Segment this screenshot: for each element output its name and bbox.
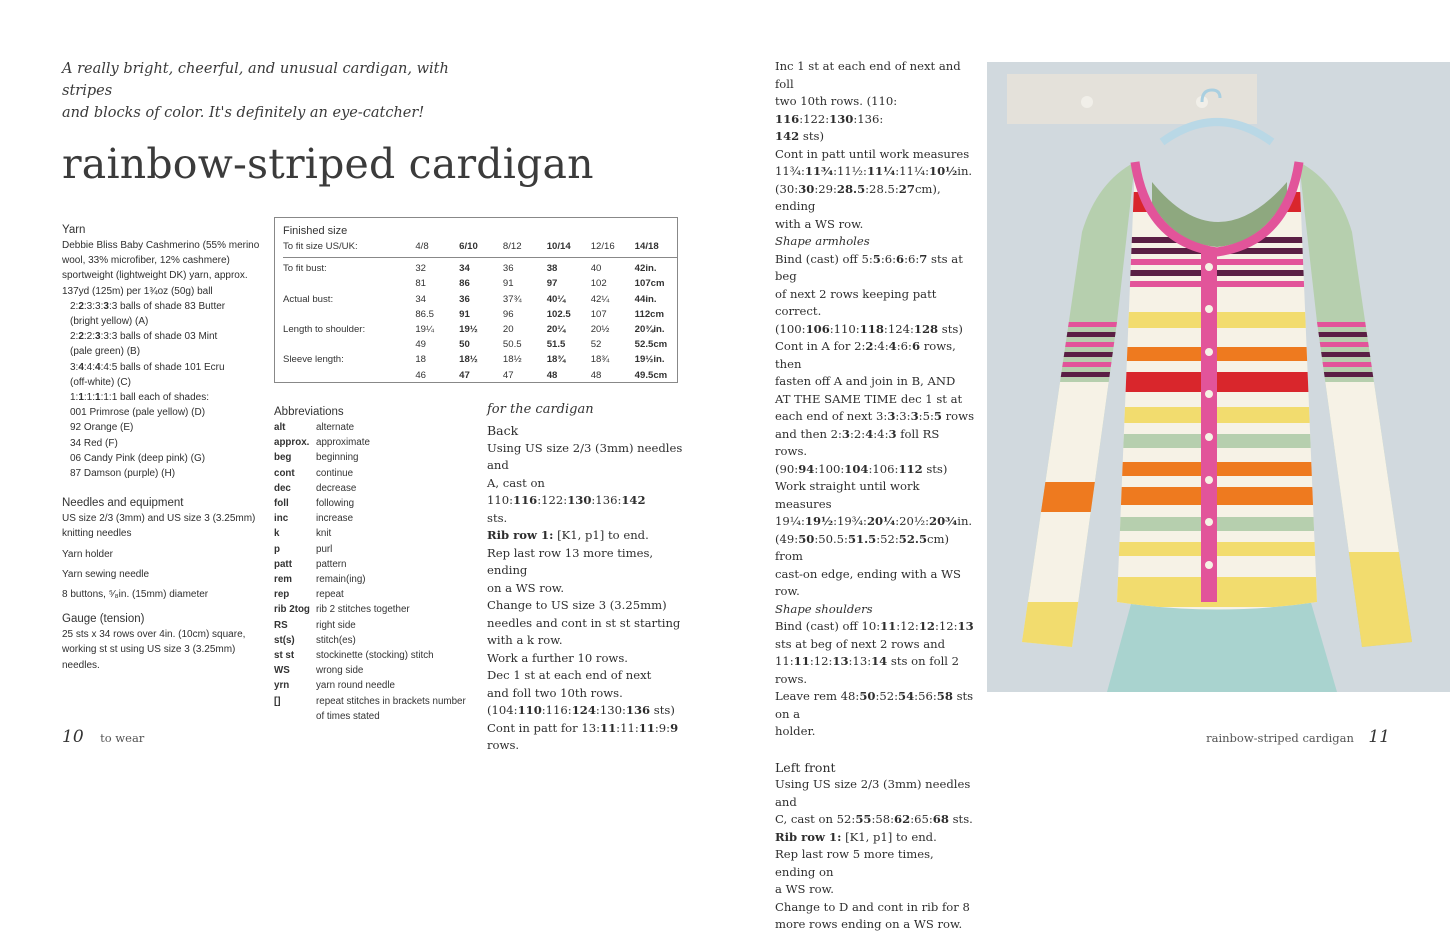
abbreviation-row [274,648,466,663]
yarn-line: 137yd (125m) per 1¾oz (50g) ball [62,285,213,297]
size-cell: 20 [502,324,514,336]
abbreviation-meaning: knit [316,528,332,540]
yarn-shade-line: 001 Primrose (pale yellow) (D) [70,407,206,419]
pattern-back-column [487,400,687,755]
size-cell: 19¼ [415,324,434,336]
size-cell: 19½ [459,324,478,336]
size-cell: 46 [415,369,426,381]
size-cell: 18½ [459,354,478,366]
abbreviation-row [274,587,466,602]
size-cell: 42in. [634,263,657,275]
pattern-line: 11¾:11¾:11½:11¼:11¼:10½in. [775,164,973,178]
pattern-line: fasten off A and join in B, AND [775,374,956,388]
pattern-back-line: (104:110:116:124:130:136 sts) [487,703,675,717]
pattern-line: and then 2:3:2:4:4:3 foll RS rows. [775,426,940,458]
left-front-heading: Left front [775,759,836,775]
size-cell: 81 [415,278,426,290]
left-front-line: Using US size 2/3 (3mm) needles and [775,777,971,809]
size-cell: 51.5 [546,339,566,351]
back-heading: Back [487,423,519,438]
size-cell: 20¾in. [634,324,665,336]
abbreviation-term: dec [274,482,291,494]
intro-line-1: A really bright, cheerful, and unusual cardigan, with stripes [62,61,449,99]
abbreviation-term [274,709,316,724]
abbreviation-term: k [274,528,280,540]
cardigan-photo [987,62,1450,692]
pattern-line: (30:30:29:28.5:28.5:27cm), ending [775,181,941,213]
size-cell: 42¼ [590,293,610,305]
size-cell: 20½ [590,324,610,336]
page-number-right: 11 [1368,727,1390,747]
abbreviation-meaning: remain(ing) [316,574,366,586]
abbreviation-meaning: wrong side [316,665,364,677]
pattern-back-line: with a k row. [487,633,563,647]
size-cell: 40¼ [546,293,566,305]
pattern-line: with a WS row. [775,216,864,231]
pattern-line: each end of next 3:3:3:3:5:5 rows [775,409,975,423]
size-cell: 40 [590,263,602,275]
pattern-line: Shape armholes [775,234,870,248]
pattern-line: Shape shoulders [775,601,873,616]
size-cell: Sleeve length: [283,354,344,366]
abbreviation-meaning: continue [316,467,354,479]
abbreviation-meaning: alternate [316,422,355,433]
size-cell: 107cm [634,278,665,290]
abbreviation-term: WS [274,665,290,677]
size-table-row [283,292,677,307]
yarn-holder-item: Yarn holder [62,548,113,560]
left-front-line: a WS row. [775,882,834,896]
size-cell: 91 [502,278,514,290]
abbreviation-meaning: pattern [316,558,347,570]
pattern-line: 142 sts) [775,129,824,143]
size-header-cell: To fit size US/UK: [283,241,358,252]
size-table-row [283,352,677,367]
size-header-cell: 6/10 [459,241,478,252]
gauge-line-1: 25 sts x 34 rows over 4in. (10cm) square, [62,629,246,641]
size-cell: 49 [415,339,426,351]
abbreviation-row [274,466,466,481]
abbreviation-row [274,481,466,496]
pattern-line: (49:50:50.5:51.5:52:52.5cm) from [775,531,950,563]
sewing-needle-item: Yarn sewing needle [62,568,150,580]
yarn-shade-line: 87 Damson (purple) (H) [70,468,176,480]
pattern-back-line: Dec 1 st at each end of next [487,668,652,682]
abbreviation-row [274,435,466,450]
abbreviation-meaning: beginning [316,452,359,464]
abbreviation-row [274,694,466,709]
materials-column [62,222,262,673]
size-cell: 52 [590,339,602,351]
yarn-line: sportweight (lightweight DK) yarn, approx. [62,270,248,282]
size-header-cell: 12/16 [590,241,615,252]
section-title: for the cardigan [487,402,594,417]
abbreviation-row [274,602,466,617]
yarn-shade-line: (off-white) (C) [70,376,131,388]
abbreviations-heading: Abbreviations [274,406,344,418]
abbreviation-row [274,633,466,648]
abbreviation-meaning: decrease [316,482,357,494]
pattern-back-line: Change to US size 3 (3.25mm) [487,598,667,612]
abbreviation-meaning: purl [316,543,333,555]
size-cell: 86.5 [415,308,434,320]
size-cell: 96 [502,308,514,320]
abbreviation-meaning: rib 2 stitches together [316,604,410,616]
pattern-line: AT THE SAME TIME dec 1 st at [775,391,963,406]
abbreviation-row [274,420,466,435]
pattern-line: (90:94:100:104:106:112 sts) [775,461,948,476]
size-cell: 19½in. [634,354,665,366]
abbreviation-term: st st [274,650,295,662]
pattern-right-column [775,58,975,934]
size-table-row [283,368,677,383]
size-cell: 37¾ [502,293,522,305]
size-cell: 20¼ [546,324,566,336]
abbreviation-meaning: right side [316,619,356,631]
cardigan-illustration [987,62,1450,692]
yarn-shade-line: 1:1:1:1:1:1 ball each of shades: [70,392,210,404]
size-table-row [283,322,677,337]
footer-section-left: to wear [100,731,145,745]
size-cell: 34 [459,263,470,275]
abbreviation-row [274,663,466,678]
size-cell: 50 [459,339,470,351]
size-cell: 18 [415,354,426,366]
size-cell: 32 [415,263,426,275]
pattern-line: Bind (cast) off 5:5:6:6:6:7 sts at beg [775,251,963,283]
buttons-item: 8 buttons, ⁵⁄₈in. (15mm) diameter [62,589,209,601]
pattern-line: (100:106:110:118:124:128 sts) [775,321,963,336]
abbreviation-row [274,678,466,693]
yarn-line: wool, 33% microfiber, 12% cashmere) [62,255,230,267]
size-cell: 47 [502,369,514,381]
abbreviation-row [274,450,466,465]
abbreviation-term: approx. [274,437,310,449]
size-cell: 44in. [634,293,657,305]
abbreviation-meaning: stockinette (stocking) stitch [316,650,434,662]
page-number-left: 10 [62,727,84,747]
yarn-shade-line: 06 Candy Pink (deep pink) (G) [70,452,206,464]
size-header-cell: 4/8 [415,241,429,252]
size-cell: 97 [546,278,558,290]
pattern-line: 19¼:19½:19¾:20¼:20½:20¾in. [775,514,973,528]
size-cell: 47 [459,369,470,381]
yarn-description [62,238,262,299]
footer-section-right: rainbow-striped cardigan [1206,731,1354,745]
abbreviation-row [274,526,466,541]
yarn-shades-list [62,299,262,481]
size-cell: 18¾ [590,354,610,366]
abbreviation-term: rep [274,589,290,601]
abbreviation-term: patt [274,558,292,570]
size-cell: 48 [590,369,602,381]
gauge-heading: Gauge (tension) [62,613,145,626]
abbreviation-row [274,709,466,724]
size-cell: 112cm [634,308,665,320]
yarn-shade-line: 2:2:3:3:3:3 balls of shade 83 Butter [70,300,226,312]
abbreviation-row [274,511,466,526]
gauge-line-2: working st st using US size 3 (3.25mm) [62,644,236,656]
pattern-back-line: on a WS row. [487,580,565,595]
pattern-back-line: Work a further 10 rows. [487,650,628,665]
size-table-row [283,276,677,291]
pattern-line: holder. [775,724,816,738]
size-table-row [283,337,677,352]
size-cell: Actual bust: [283,293,334,305]
gauge-line-3: needles. [62,659,100,671]
abbreviation-meaning: yarn round needle [316,680,395,692]
abbreviation-term: p [274,543,280,555]
size-cell: 50.5 [502,339,522,351]
abbreviation-term: alt [274,422,286,433]
size-cell: 107 [590,308,607,320]
abbreviation-row [274,557,466,572]
abbreviation-meaning: following [316,498,355,510]
yarn-shade-line: 2:2:2:3:3:3 balls of shade 03 Mint [70,331,218,343]
abbreviation-term: RS [274,619,288,631]
pattern-line: Bind (cast) off 10:11:12:12:12:13 [775,619,974,633]
left-front-line: Rep last row 5 more times, ending on [775,847,934,879]
size-cell: 52.5cm [634,339,668,351]
size-cell: 49.5cm [634,369,668,381]
size-cell: 18¾ [546,354,566,366]
size-table-header-row [283,239,677,258]
needles-item-2: knitting needles [62,528,132,540]
pattern-back-line: Rib row 1: [K1, p1] to end. [487,528,649,542]
pattern-line: Inc 1 st at each end of next and foll [775,59,961,91]
size-cell [283,337,415,352]
size-cell: 38 [546,263,558,275]
footer-left [62,727,144,747]
intro-text [62,58,482,124]
abbreviation-term: [] [274,695,281,707]
pattern-line: 11:11:12:13:13:14 sts on foll 2 rows. [775,654,960,686]
pattern-back-line: Using US size 2/3 (3mm) needles and [487,440,683,472]
pattern-line: Work straight until work measures [775,479,920,511]
pattern-back-line: needles and cont in st st starting [487,615,681,630]
size-cell: 18½ [502,354,522,366]
abbreviation-row [274,618,466,633]
left-front-line: more rows ending on a WS row. [775,917,963,931]
pattern-line: of next 2 rows keeping patt correct. [775,286,937,318]
abbreviation-term: foll [274,498,289,510]
size-cell: 91 [459,308,470,320]
abbreviations-section [274,404,474,724]
yarn-shade-line: (bright yellow) (A) [70,316,149,328]
abbreviation-meaning: approximate [316,437,370,449]
abbreviation-meaning: of times stated [316,710,380,722]
yarn-shade-line: (pale green) (B) [70,346,141,358]
size-cell: 102 [590,278,607,290]
size-cell: 36 [502,263,514,275]
needles-heading: Needles and equipment [62,497,184,510]
yarn-line: Debbie Bliss Baby Cashmerino (55% merino [62,240,260,251]
size-cell: To fit bust: [283,263,327,275]
pattern-back-line: and foll two 10th rows. [487,685,623,700]
pattern-back-line: Rep last row 13 more times, ending [487,545,654,577]
size-table-row [283,307,677,322]
abbreviation-meaning: increase [316,513,354,525]
yarn-shade-line: 92 Orange (E) [70,422,134,434]
pattern-back-line: A, cast on 110:116:122:130:136:142 [487,475,646,507]
size-cell: Length to shoulder: [283,324,366,336]
abbreviation-term: st(s) [274,634,295,646]
abbreviation-meaning: repeat [316,589,344,601]
abbreviation-term: rib 2tog [274,604,310,616]
abbreviation-meaning: stitch(es) [316,634,356,646]
page-title: rainbow-striped cardigan [62,140,594,188]
abbreviation-term: rem [274,574,292,586]
abbreviation-row [274,572,466,587]
pattern-line: two 10th rows. (110: 116:122:130:136: [775,94,898,126]
yarn-shade-line: 3:4:4:4:4:5 balls of shade 101 Ecru [70,361,225,373]
left-front-line: Change to D and cont in rib for 8 [775,899,970,914]
yarn-heading: Yarn [62,224,86,236]
finished-size-table [274,217,678,383]
size-cell: 34 [415,293,426,305]
size-cell: 86 [459,278,470,290]
size-cell: 36 [459,293,470,305]
size-cell [283,368,415,383]
size-table-row [283,258,677,276]
size-header-cell: 10/14 [546,241,571,252]
size-cell [283,307,415,322]
abbreviation-term: beg [274,452,292,464]
needles-item-1: US size 2/3 (3mm) and US size 3 (3.25mm) [62,513,256,525]
pattern-line: Cont in patt until work measures [775,146,970,161]
abbreviation-row [274,542,466,557]
size-header-cell: 14/18 [634,241,659,252]
abbreviation-term: yrn [274,680,290,692]
pattern-line: cast-on edge, ending with a WS row. [775,566,961,598]
yarn-shade-line: 34 Red (F) [70,437,118,449]
abbreviation-meaning: repeat stitches in brackets number [316,695,466,707]
size-cell: 102.5 [546,308,571,320]
pattern-line: Cont in A for 2:2:4:4:6:6 rows, then [775,339,956,371]
size-cell: 48 [546,369,558,381]
footer-right [1206,727,1390,747]
left-front-line: Rib row 1: [K1, p1] to end. [775,829,937,844]
size-cell [283,276,415,291]
size-header-cell: 8/12 [502,241,522,252]
abbreviation-row [274,496,466,511]
abbreviation-term: cont [274,467,295,479]
pattern-back-line: Cont in patt for 13:11:11:11:9:9 rows. [487,720,679,752]
pattern-line: sts at beg of next 2 rows and [775,636,946,651]
pattern-line: Leave rem 48:50:52:54:56:58 sts on a [775,689,974,721]
abbreviation-term: inc [274,513,289,525]
finished-size-heading: Finished size [283,225,348,237]
left-front-line: C, cast on 52:55:58:62:65:68 sts. [775,812,973,826]
pattern-back-line: sts. [487,510,508,525]
intro-line-2: and blocks of color. It's definitely an eye-catcher! [62,105,425,121]
